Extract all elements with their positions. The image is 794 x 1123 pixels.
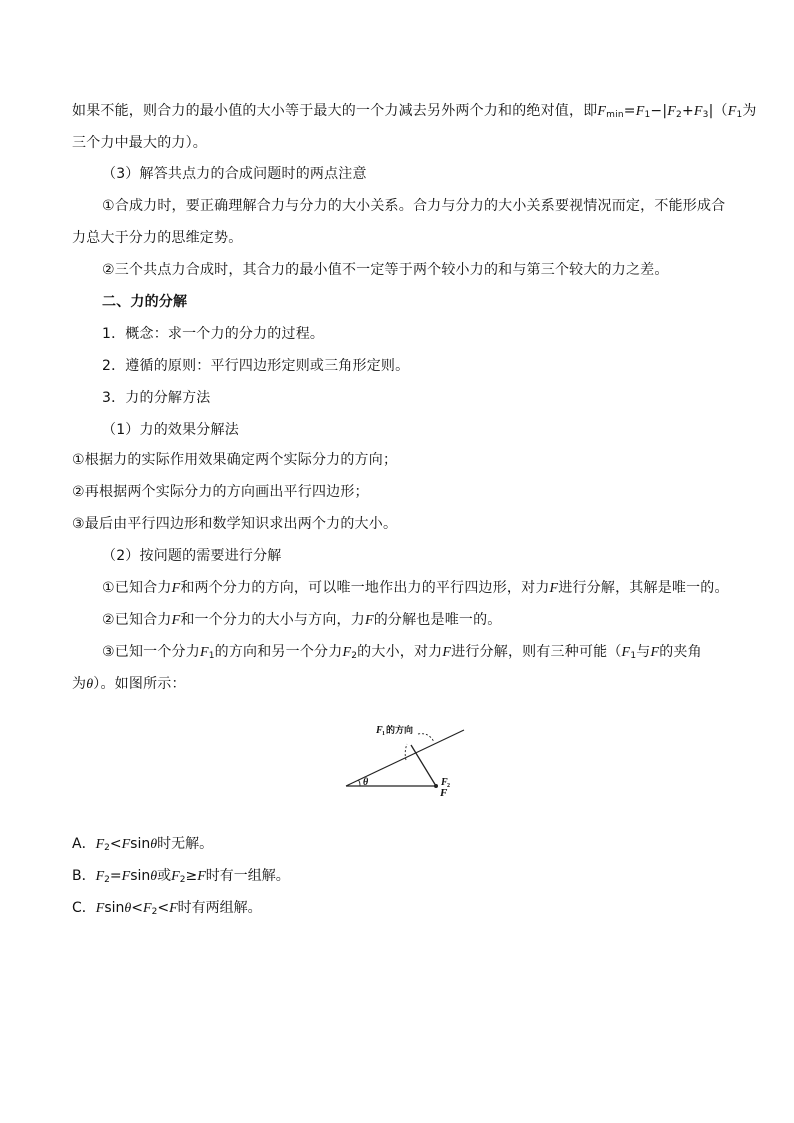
text: 进行分解，其解是唯一的。 xyxy=(558,580,729,596)
subscript: 2 xyxy=(676,110,682,120)
text: 的方向和另一个分力 xyxy=(214,644,343,660)
paragraph-line xyxy=(102,642,702,666)
text: （2）按问题的需要进行分解 xyxy=(102,548,282,564)
symbol-F: F xyxy=(549,581,559,596)
option-b xyxy=(72,866,290,890)
text: 2．遵循的原则：平行四边形定则或三角形定则。 xyxy=(102,358,410,374)
text: < xyxy=(109,836,122,852)
paragraph-line xyxy=(102,260,669,280)
symbol-F: F xyxy=(650,645,660,660)
symbol-F: F xyxy=(121,837,131,852)
symbol-F: F xyxy=(143,901,152,916)
text: 和两个分力的方向，可以唯一地作出力的平行四边形，对力 xyxy=(180,580,550,596)
arc-dashed-right xyxy=(418,734,434,742)
subscript: 1 xyxy=(630,651,637,661)
symbol-F: F xyxy=(197,869,206,884)
symbol-theta: θ xyxy=(150,837,158,852)
text: 时无解。 xyxy=(157,836,214,852)
subscript: min xyxy=(606,110,624,120)
text: = xyxy=(109,868,122,884)
text: 或 xyxy=(157,868,172,884)
symbol-F: F xyxy=(169,901,178,916)
option-a xyxy=(72,834,213,858)
paragraph-line xyxy=(102,420,239,440)
label-f1-sub: 1 xyxy=(382,731,385,737)
text: ≥ xyxy=(185,868,198,884)
symbol-F: F xyxy=(342,645,352,660)
text: 的分解也是唯一的。 xyxy=(373,612,502,628)
text: = xyxy=(623,103,636,119)
option-label: B． xyxy=(72,868,96,884)
symbol-F: F xyxy=(121,869,131,884)
symbol-F: F xyxy=(95,869,105,884)
text: 三个力中最大的力）。 xyxy=(72,135,207,151)
f-endpoint xyxy=(434,784,438,788)
text: ①已知合力 xyxy=(102,580,172,596)
label-F2: F xyxy=(441,777,448,788)
text: 为 xyxy=(742,103,757,119)
section-title xyxy=(102,292,187,312)
paragraph-line xyxy=(72,133,207,153)
text: 二、力的分解 xyxy=(102,294,188,310)
text: ①根据力的实际作用效果确定两个实际分力的方向； xyxy=(72,452,398,468)
theta-arc xyxy=(358,780,360,786)
text: < xyxy=(157,900,170,916)
symbol-theta: θ xyxy=(124,901,132,916)
text: 和一个分力的大小与方向，力 xyxy=(180,612,365,628)
subscript: 1 xyxy=(736,110,743,120)
symbol-theta: θ xyxy=(86,677,94,692)
symbol-theta: θ xyxy=(150,869,158,884)
text: ②已知合力 xyxy=(102,612,172,628)
paragraph-line xyxy=(102,356,409,376)
symbol-F: F xyxy=(171,613,181,628)
f2-force-line xyxy=(411,745,436,786)
paragraph-line xyxy=(72,514,397,534)
symbol-F: F xyxy=(95,901,105,916)
text: < xyxy=(131,900,144,916)
label-f1-direction: 的方向 xyxy=(386,726,414,736)
subscript: 1 xyxy=(208,651,215,661)
symbol-F: F xyxy=(364,613,374,628)
text: ②再根据两个实际分力的方向画出平行四边形； xyxy=(72,484,369,500)
symbol-F: F xyxy=(635,104,645,119)
text: ①合成力时，要正确理解合力与分力的大小关系。合力与分力的大小关系要视情况而定，不能形成合 xyxy=(102,198,726,214)
text: sin xyxy=(104,900,125,916)
symbol-F: F xyxy=(667,104,677,119)
option-label: A． xyxy=(72,836,96,852)
option-c xyxy=(72,898,262,922)
text: （1）力的效果分解法 xyxy=(102,422,239,438)
text: 的夹角 xyxy=(659,644,702,660)
paragraph-line xyxy=(72,450,397,470)
subscript: 2 xyxy=(104,843,110,853)
subscript: 3 xyxy=(702,110,709,120)
symbol-F: F xyxy=(693,104,703,119)
text: sin xyxy=(130,868,151,884)
force-decomposition-figure xyxy=(344,722,469,797)
label-F2-sub: 2 xyxy=(447,783,450,789)
text: 如果不能，则合力的最小值的大小等于最大的一个力减去另外两个力和的绝对值，即 xyxy=(72,103,598,119)
paragraph-line xyxy=(72,101,757,125)
subscript: 2 xyxy=(151,907,158,917)
paragraph-line xyxy=(102,324,324,344)
symbol-F: F xyxy=(171,581,181,596)
label-f1-F: F xyxy=(376,725,383,736)
paragraph-line xyxy=(102,388,211,408)
paragraph-line xyxy=(102,546,282,566)
subscript: 2 xyxy=(179,875,186,885)
text: （3）解答共点力的合成问题时的两点注意 xyxy=(102,166,367,182)
subscript: 2 xyxy=(351,651,358,661)
symbol-F: F xyxy=(727,104,737,119)
text: sin xyxy=(130,836,151,852)
paragraph-line xyxy=(72,482,369,502)
text: ③已知一个分力 xyxy=(102,644,200,660)
symbol-F: F xyxy=(597,104,607,119)
text: ②三个共点力合成时，其合力的最小值不一定等于两个较小力的和与第三个较大的力之差。 xyxy=(102,262,669,278)
text: 时有两组解。 xyxy=(177,900,262,916)
text: −| xyxy=(650,103,668,119)
section-heading xyxy=(102,164,367,184)
subscript: 2 xyxy=(104,875,110,885)
option-label: C． xyxy=(72,900,96,916)
text: 的大小，对力 xyxy=(357,644,443,660)
text: + xyxy=(681,103,694,119)
subscript: 1 xyxy=(644,110,651,120)
paragraph-line xyxy=(102,578,729,599)
text: 与 xyxy=(636,644,651,660)
symbol-F: F xyxy=(442,645,452,660)
text: 1．概念：求一个力的分力的过程。 xyxy=(102,326,325,342)
paragraph-line xyxy=(72,228,242,248)
figure-svg xyxy=(344,722,469,797)
symbol-F: F xyxy=(171,869,180,884)
label-F: F xyxy=(440,787,448,797)
paragraph-line xyxy=(102,610,502,631)
text: ）。如图所示： xyxy=(93,676,186,692)
symbol-F: F xyxy=(199,645,209,660)
text: 为 xyxy=(72,676,87,692)
symbol-F: F xyxy=(95,837,105,852)
text: ③最后由平行四边形和数学知识求出两个力的大小。 xyxy=(72,516,398,532)
text: 力总大于分力的思维定势。 xyxy=(72,230,243,246)
symbol-F: F xyxy=(621,645,631,660)
paragraph-line xyxy=(72,674,186,695)
text: 时有一组解。 xyxy=(205,868,290,884)
paragraph-line xyxy=(102,196,725,216)
text: 进行分解，则有三种可能（ xyxy=(451,644,622,660)
text: |（ xyxy=(708,103,728,119)
label-theta: θ xyxy=(363,777,369,788)
text: 3．力的分解方法 xyxy=(102,390,211,406)
